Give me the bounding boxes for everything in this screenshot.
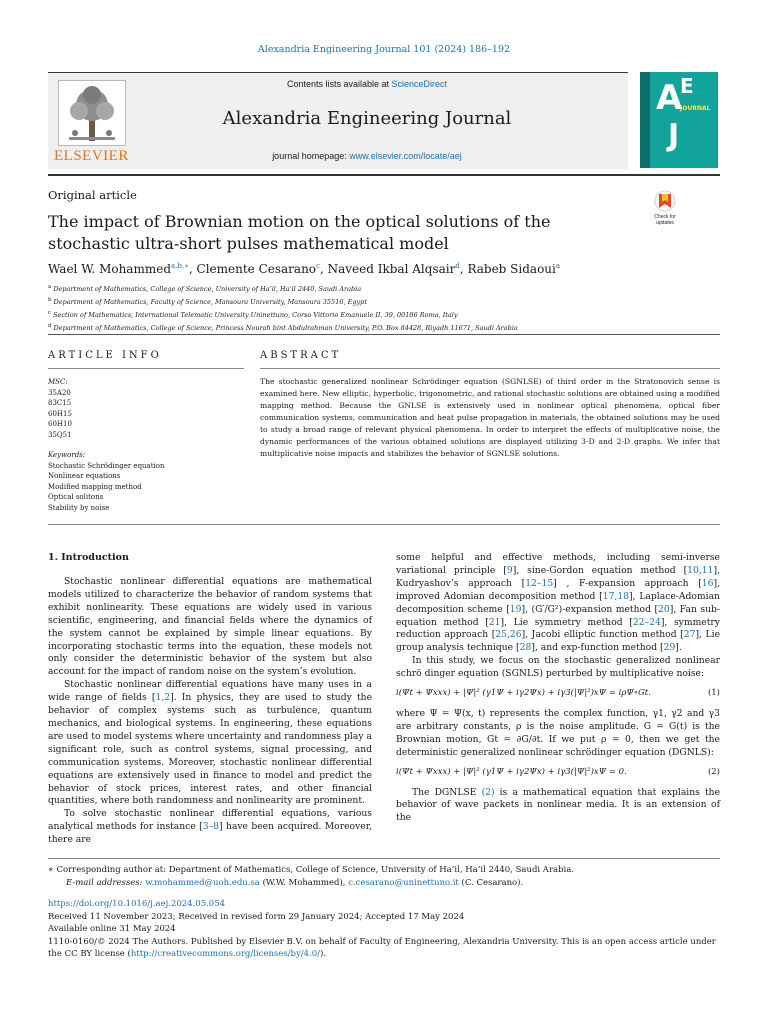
affiliation-text: Section of Mathematics, International Telematic University Uninettuno, Corso Vittorio Emanuele II, 39, 00186 Roma, Italy (53, 311, 458, 320)
doi-link[interactable]: https://doi.org/10.1016/j.aej.2024.05.054 (48, 899, 226, 909)
check-updates-icon (645, 190, 685, 214)
author-name[interactable]: Rabeb Sidaoui (467, 262, 556, 276)
abstract-text: The stochastic generalized nonlinear Schrödinger equation (SGNLSE) of third order in the Stratonovich sense is examined here. New elliptic, hyperbolic, trigonometric, and rational stochastic solutions are obtained using a modified mapping method. Because the GNLSE is extensively used in nonlinear optical phenomena, optical fiber communication systems, communication and heat pulse propagation in materials, the obtained solutions may be used to study a broad range of relevant physical phenomena. In order to interpret the effects of multiplicative noise, the dynamic performances of the various obtained solutions are displayed utilizing 3-D and 2-D graphs. We infer that multiplicative noise impacts and stabilizes the behavior of SGNLSE solutions. (260, 377, 720, 458)
text-run: ], Jacobi elliptic function method [ (521, 629, 684, 641)
equation-number: (2) (707, 766, 720, 777)
equation-body: i(Ψt + Ψxxx) + |Ψ|² (γ1Ψ + iγ2Ψx) + iγ3(|Ψ|²)xΨ = 0. (396, 766, 627, 777)
text-run: ], improved Adomian decomposition method [ (396, 577, 720, 602)
corresponding-author-note: ∗ Corresponding author at: Department of Mathematics, College of Science, University of Ha’il, Ha’il 2440, Saudi Arabia. (48, 865, 575, 875)
text-run: some helpful and effective methods, including semi-inverse variational principle [ (396, 552, 720, 576)
affiliation-text: Department of Mathematics, College of Science, University of Ha’il, Ha’il 2440, Saudi Arabia (53, 285, 362, 294)
text-run: ], symmetry reduction approach [ (396, 616, 720, 641)
author-affiliation-marks[interactable]: a (555, 262, 561, 270)
text-run: ], (G′/G²)-expansion method [ (521, 603, 659, 615)
keyword-item: Modified mapping method (48, 482, 142, 491)
check-for-updates-button[interactable] (645, 190, 685, 232)
citation-link[interactable]: 29 (663, 642, 676, 654)
citation-link[interactable]: 22–24 (632, 616, 661, 628)
homepage-prefix: journal homepage: (272, 151, 350, 161)
affiliation-mark: c (48, 310, 52, 317)
citation-link[interactable]: 3–8 (202, 821, 220, 833)
paragraph: where Ψ = Ψ(x, t) represents the complex function, γ1, γ2 and γ3 are arbitrary constants, ρ is the noise amplitude. G = G(t) is the Brownian motion, Gt = ∂G/∂t. If we put ρ = 0, then we get the deterministic generalized nonlinear schrödinger equation (DGNLS): (396, 707, 720, 758)
email-link-mohammed[interactable]: w.mohammed@uoh.edu.sa (145, 878, 260, 888)
text-run: ], Fan sub-equation method [ (396, 603, 720, 628)
text-run: 1110-0160/© 2024 The Authors. Published by Elsevier B.V. on behalf of Faculty of Engineering, Alexandria University. This is an open access article under the CC BY license ( (48, 936, 716, 959)
keyword-list (48, 461, 244, 514)
section-heading-introduction: 1. Introduction (48, 552, 129, 563)
author[interactable] (328, 262, 468, 276)
text-run: ], sine-Gordon equation method [ (512, 564, 688, 576)
equation-body: i(Ψt + Ψxxx) + |Ψ|² (γ1Ψ + iγ2Ψx) + iγ3(|Ψ|²)xΨ = iρΨ∘Gt. (396, 688, 651, 699)
journal-reference-link[interactable]: Alexandria Engineering Journal 101 (2024) 186–192 (257, 44, 511, 55)
affiliation-mark: b (48, 297, 52, 304)
text-run: The DGNLSE (412, 786, 482, 798)
citation-link[interactable]: 1,2 (155, 692, 171, 704)
affiliation-item (48, 295, 720, 308)
elsevier-wordmark: ELSEVIER (54, 148, 129, 164)
citation-link[interactable]: 10,11 (687, 564, 714, 576)
msc-code: 35A20 (48, 388, 71, 397)
paragraph (48, 808, 372, 847)
journal-homepage-link[interactable]: www.elsevier.com/locate/aej (349, 151, 462, 161)
text-run: ). (320, 949, 327, 959)
paragraph (396, 552, 720, 655)
affiliation-text: Department of Mathematics, College of Science, Princess Nourah bint Abdulrahman University, P.O. Box 84428, Riyadh 11671, Saudi Arabia (53, 324, 518, 333)
check-updates-label (645, 214, 685, 226)
text-run: ]. In physics, they are used to study the behavior of complex systems such as turbulence, quantum mechanics, and biological systems. In engineering, these equations are used to model systems where uncertainty and randomness play a significant role, such as control systems, signal processing, and communication systems. Moreover, stochastic nonlinear differential equations are extensively used in finance to model and predict the behavior of stock prices, interest rates, and other financial quantities, where both randomness and nonlinearity are prominent. (48, 692, 373, 807)
cover-letter-a: A (656, 78, 683, 118)
text-run: ], Lie symmetry method [ (500, 616, 633, 628)
msc-code: 60H10 (48, 420, 72, 428)
paragraph (396, 787, 720, 826)
text-run: ], Laplace-Adomian decomposition scheme [ (396, 590, 720, 615)
email-line (48, 877, 720, 890)
affiliation-item (48, 282, 720, 295)
text-run: ], Lie group analysis technique [ (396, 629, 721, 654)
text-run: is a mathematical equation that explains the behavior of wave packets in nonlinear media. It is an extension of the (396, 786, 721, 824)
divider (260, 368, 720, 369)
author[interactable] (48, 262, 197, 276)
equation-1 (396, 687, 720, 700)
keyword-item: Optical solitons (48, 493, 104, 501)
divider (48, 334, 720, 335)
elsevier-tree-icon (58, 80, 126, 146)
email-owner: (C. Cesarano). (458, 878, 524, 888)
author[interactable] (197, 262, 328, 276)
text-run: ], Kudryashov’s approach [ (396, 564, 720, 589)
license-statement (48, 936, 720, 961)
msc-code-list (48, 388, 244, 441)
paragraph (48, 679, 372, 808)
msc-label: MSC: (48, 378, 68, 386)
author[interactable] (467, 262, 560, 276)
journal-title: Alexandria Engineering Journal (222, 108, 512, 129)
journal-cover-thumbnail[interactable] (640, 72, 718, 168)
msc-code: 83C15 (48, 399, 72, 407)
email-owner: (W.W. Mohammed), (259, 878, 349, 888)
keyword-item: Stability by noise (48, 503, 110, 512)
text-run: ], and exp-function method [ (531, 642, 664, 654)
check-updates-line-2: updates (656, 220, 674, 226)
equation-number: (1) (707, 688, 720, 699)
author-affiliation-marks[interactable]: c (316, 262, 320, 270)
cover-letter-j: J (668, 118, 680, 153)
author-name[interactable]: Naveed Ikbal Alqsair (327, 262, 456, 276)
citation-link[interactable]: 20 (658, 603, 670, 615)
equation-2 (396, 766, 720, 779)
footnote (48, 864, 720, 890)
contents-available-line (132, 79, 602, 89)
equation-link[interactable]: (2) (481, 786, 495, 798)
article-type: Original article (48, 188, 137, 202)
keyword-item: Nonlinear equations (48, 472, 121, 480)
paragraph: In this study, we focus on the stochastic generalized nonlinear schrö dinger equation (SGNLS) perturbed by multiplicative noise: (396, 655, 720, 680)
publication-info (48, 898, 720, 961)
author-separator: , (319, 262, 328, 276)
text-run: ] have been acquired. Moreover, there are (48, 821, 372, 846)
elsevier-logo[interactable] (52, 78, 132, 168)
citation-link[interactable]: 16 (701, 577, 714, 589)
check-updates-line-1: Check for (654, 214, 676, 220)
citation-link[interactable]: 25,26 (495, 629, 522, 641)
email-link-cesarano[interactable]: c.cesarano@uninettuno.it (348, 878, 459, 888)
author-affiliation-marks[interactable]: a,b,∗ (171, 262, 189, 270)
citation-link[interactable]: 9 (506, 564, 513, 576)
paragraph: Stochastic nonlinear differential equations are mathematical models utilized to characterize the behavior of random systems that exhibit nonlinearity. These equations are widely used in various scientific, engineering, and financial fields where the dynamics of the system cannot be explained by simple linear equations. By incorporating stochastic terms into the equation, these models not only consider the deterministic behavior of the system but also account for the impact of random noise on the system’s evolution. (48, 576, 372, 678)
author-list (48, 262, 720, 276)
affiliation-mark: d (48, 323, 52, 330)
text-run: Stochastic nonlinear differential equations have many uses in a wide range of fields [ (48, 679, 372, 704)
journal-homepage-line (132, 151, 602, 161)
affiliation-item (48, 308, 720, 321)
body-left-column (48, 576, 372, 847)
keywords-label: Keywords: (48, 451, 86, 459)
cover-word: JOURNAL (680, 105, 711, 112)
citation-link[interactable]: 28 (519, 642, 532, 654)
author-separator: , (188, 262, 197, 276)
keywords (48, 450, 244, 513)
cover-stripe (640, 72, 650, 168)
citation-link[interactable]: 21 (488, 616, 501, 628)
divider (48, 524, 720, 525)
author-name[interactable]: Clemente Cesarano (196, 262, 317, 276)
affiliation-list (48, 282, 720, 335)
msc-code: 60H15 (48, 409, 72, 418)
text-run: ]. (675, 642, 682, 654)
received-dates: Received 11 November 2023; Received in revised form 29 January 2024; Accepted 17 May 2024 (48, 911, 465, 922)
author-name[interactable]: Wael W. Mohammed (48, 262, 171, 276)
msc-codes (48, 377, 244, 440)
msc-code: 35Q51 (48, 430, 72, 439)
author-separator: , (459, 262, 468, 276)
body-right-column (396, 552, 720, 825)
citation-link[interactable]: 19 (509, 603, 522, 615)
sciencedirect-link[interactable]: ScienceDirect (391, 79, 448, 89)
affiliation-item (48, 321, 720, 334)
available-online: Available online 31 May 2024 (48, 924, 176, 934)
citation-link[interactable]: 12–15 (525, 577, 554, 589)
license-link[interactable]: http://creativecommons.org/licenses/by/4.0/ (130, 949, 321, 959)
affiliation-mark: a (48, 284, 52, 290)
keyword-item: Stochastic Schrödinger equation (48, 461, 165, 470)
citation-link[interactable]: 17,18 (602, 590, 630, 602)
text-run: To solve stochastic nonlinear differential equations, various analytical methods for instance [ (48, 808, 372, 833)
header-divider (48, 174, 720, 176)
article-title: The impact of Brownian motion on the optical solutions of the stochastic ultra-short pulses mathematical model (48, 212, 551, 253)
citation-link[interactable]: 27 (683, 629, 696, 641)
affiliation-text: Department of Mathematics, Faculty of Science, Mansoura University, Mansoura 35516, Egypt (53, 298, 367, 307)
author-affiliation-marks[interactable]: d (455, 262, 460, 270)
text-run: ] , F-expansion approach [ (553, 577, 702, 589)
contents-prefix: Contents lists available at (286, 79, 392, 89)
cover-letter-e: E (680, 74, 694, 98)
divider (48, 368, 244, 369)
email-label: E-mail addresses: (66, 878, 143, 888)
footnote-divider (48, 858, 720, 859)
abstract-heading: ABSTRACT (260, 350, 342, 361)
article-info-heading: ARTICLE INFO (48, 350, 162, 361)
